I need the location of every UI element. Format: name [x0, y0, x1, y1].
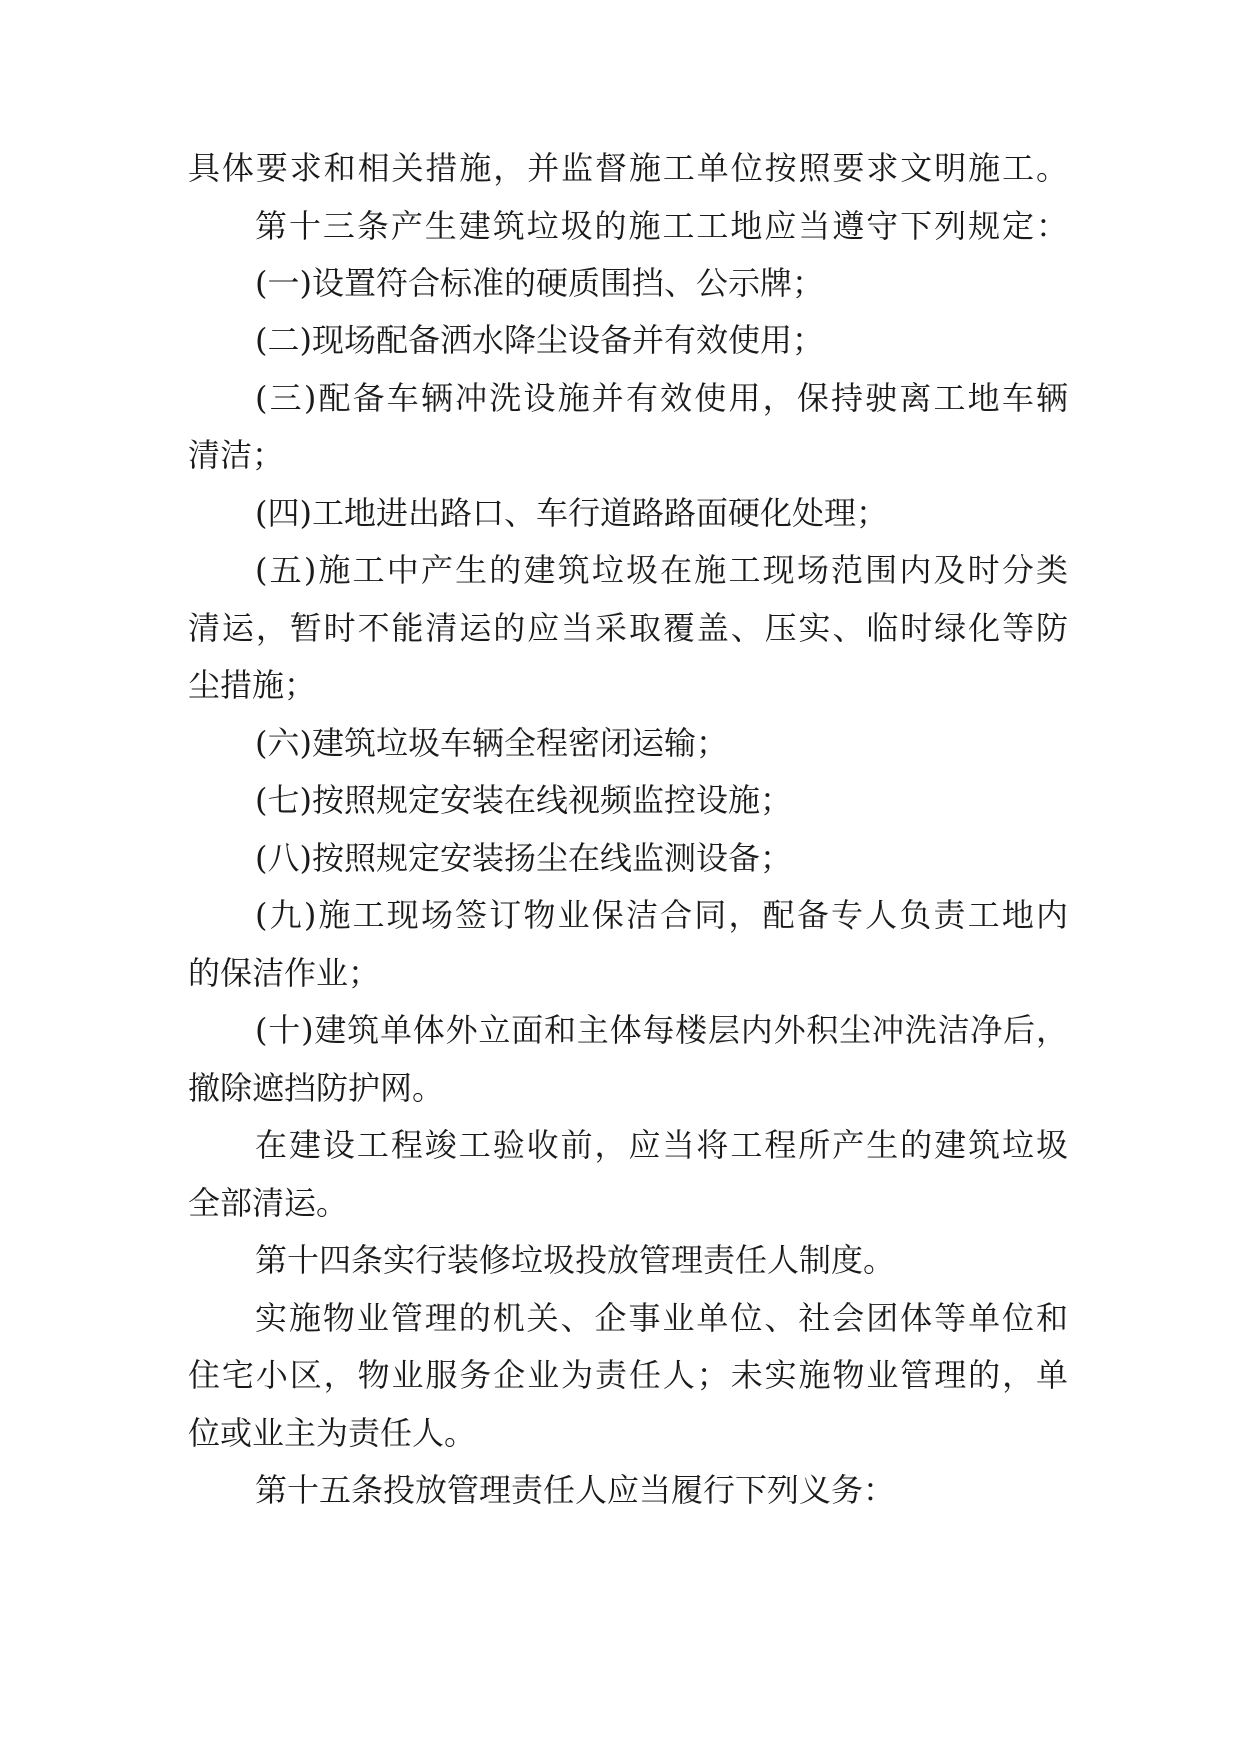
list-item-9: (九)施工现场签订物业保洁合同，配备专人负责工地内: [255, 896, 1068, 934]
list-item-5-end: 尘措施；: [188, 666, 317, 704]
paragraph-line: 在建设工程竣工验收前，应当将工程所产生的建筑垃圾: [255, 1126, 1068, 1164]
list-item-5-continued: 清运，暂时不能清运的应当采取覆盖、压实、临时绿化等防: [188, 609, 1068, 647]
paragraph-line: 全部清运。: [188, 1184, 349, 1222]
list-item-5: (五)施工中产生的建筑垃圾在施工现场范围内及时分类: [255, 551, 1068, 589]
article-15-heading: 第十五条投放管理责任人应当履行下列义务：: [255, 1471, 896, 1509]
list-item-6: (六)建筑垃圾车辆全程密闭运输；: [255, 724, 728, 762]
list-item-7: (七)按照规定安装在线视频监控设施；: [255, 781, 792, 819]
list-item-3: (三)配备车辆冲洗设施并有效使用，保持驶离工地车辆: [255, 379, 1068, 417]
list-item-1: (一)设置符合标准的硬质围挡、公示牌；: [255, 264, 824, 302]
article-13-heading: 第十三条产生建筑垃圾的施工工地应当遵守下列规定：: [255, 207, 1068, 245]
list-item-2: (二)现场配备洒水降尘设备并有效使用；: [255, 321, 824, 359]
paragraph-line: 位或业主为责任人。: [188, 1414, 477, 1452]
list-item-8: (八)按照规定安装扬尘在线监测设备；: [255, 839, 792, 877]
paragraph-line: 实施物业管理的机关、企事业单位、社会团体等单位和: [255, 1299, 1068, 1337]
article-14-heading: 第十四条实行装修垃圾投放管理责任人制度。: [255, 1241, 896, 1279]
list-item-9-continued: 的保洁作业；: [188, 954, 381, 992]
list-item-10: (十)建筑单体外立面和主体每楼层内外积尘冲洗洁净后，: [255, 1011, 1068, 1049]
paragraph-line: 住宅小区，物业服务企业为责任人；未实施物业管理的，单: [188, 1356, 1068, 1394]
list-item-4: (四)工地进出路口、车行道路路面硬化处理；: [255, 494, 888, 532]
list-item-3-continued: 清洁；: [188, 436, 285, 474]
list-item-10-continued: 撤除遮挡防护网。: [188, 1069, 445, 1107]
paragraph-line: 具体要求和相关措施，并监督施工单位按照要求文明施工。: [188, 149, 1068, 187]
